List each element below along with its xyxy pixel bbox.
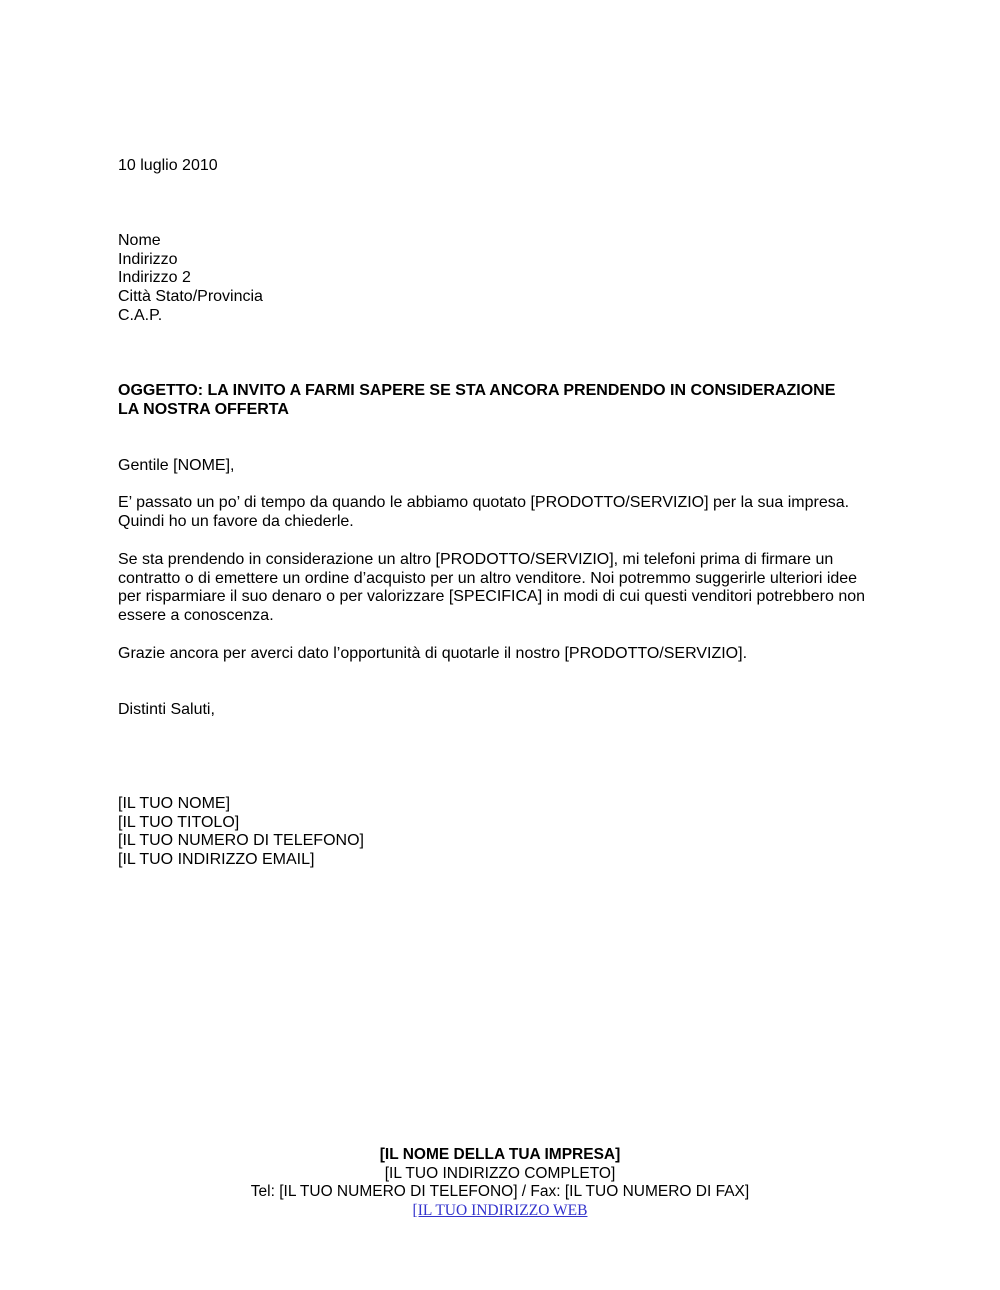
paragraph-line: E’ passato un po’ di tempo da quando le abbiamo quotato [PRODOTTO/SERVIZIO] per la sua impresa. xyxy=(118,494,850,511)
paragraph-3 xyxy=(118,645,747,664)
date-text: 10 luglio 2010 xyxy=(118,157,218,174)
salutation xyxy=(118,457,234,476)
paragraph-line: contratto o di emettere un ordine d’acquisto per un altro venditore. Noi potremmo suggerirle ulteriori idee xyxy=(118,569,858,587)
footer-contacts: Tel: [IL TUO NUMERO DI TELEFONO] / Fax: [IL TUO NUMERO DI FAX] xyxy=(250,1183,750,1201)
letter-date xyxy=(118,157,218,176)
paragraph-line: essere a conoscenza. xyxy=(118,607,274,625)
salutation-text: Gentile [NOME], xyxy=(118,457,235,474)
paragraph-line: Quindi ho un favore da chiederle. xyxy=(118,512,354,530)
paragraph-1 xyxy=(118,494,849,531)
recipient-address-1: Indirizzo xyxy=(118,250,178,268)
closing-text: Distinti Saluti, xyxy=(118,701,215,718)
recipient-address-block xyxy=(118,232,263,326)
closing xyxy=(118,701,215,720)
signature-phone: [IL TUO NUMERO DI TELEFONO] xyxy=(118,832,364,850)
footer-website-link[interactable]: [IL TUO INDIRIZZO WEB xyxy=(412,1202,588,1220)
recipient-postal-code: C.A.P. xyxy=(118,306,163,324)
footer-address: [IL TUO INDIRIZZO COMPLETO] xyxy=(384,1164,616,1182)
footer-company-name: [IL NOME DELLA TUA IMPRESA] xyxy=(379,1146,621,1163)
signature-name: [IL TUO NOME] xyxy=(118,795,231,812)
recipient-address-2: Indirizzo 2 xyxy=(118,269,191,287)
signature-block xyxy=(118,795,364,870)
signature-email: [IL TUO INDIRIZZO EMAIL] xyxy=(118,851,315,869)
recipient-name: Nome xyxy=(118,232,161,249)
subject-line-2: LA NOSTRA OFFERTA xyxy=(118,400,289,418)
paragraph-line: Grazie ancora per averci dato l’opportunità di quotarle il nostro [PRODOTTO/SERVIZIO]. xyxy=(118,645,748,662)
subject-line xyxy=(118,382,835,419)
recipient-city: Città Stato/Provincia xyxy=(118,288,263,306)
paragraph-line: per risparmiare il suo denaro o per valorizzare [SPECIFICA] in modi di cui questi venditori potrebbero non xyxy=(118,588,866,606)
signature-title: [IL TUO TITOLO] xyxy=(118,813,240,831)
subject-line-1: OGGETTO: LA INVITO A FARMI SAPERE SE STA ANCORA PRENDENDO IN CONSIDERAZIONE xyxy=(118,382,836,399)
paragraph-line: Se sta prendendo in considerazione un altro [PRODOTTO/SERVIZIO], mi telefoni prima di firmare un xyxy=(118,551,834,568)
company-footer xyxy=(0,1146,1000,1221)
paragraph-2 xyxy=(118,551,865,626)
